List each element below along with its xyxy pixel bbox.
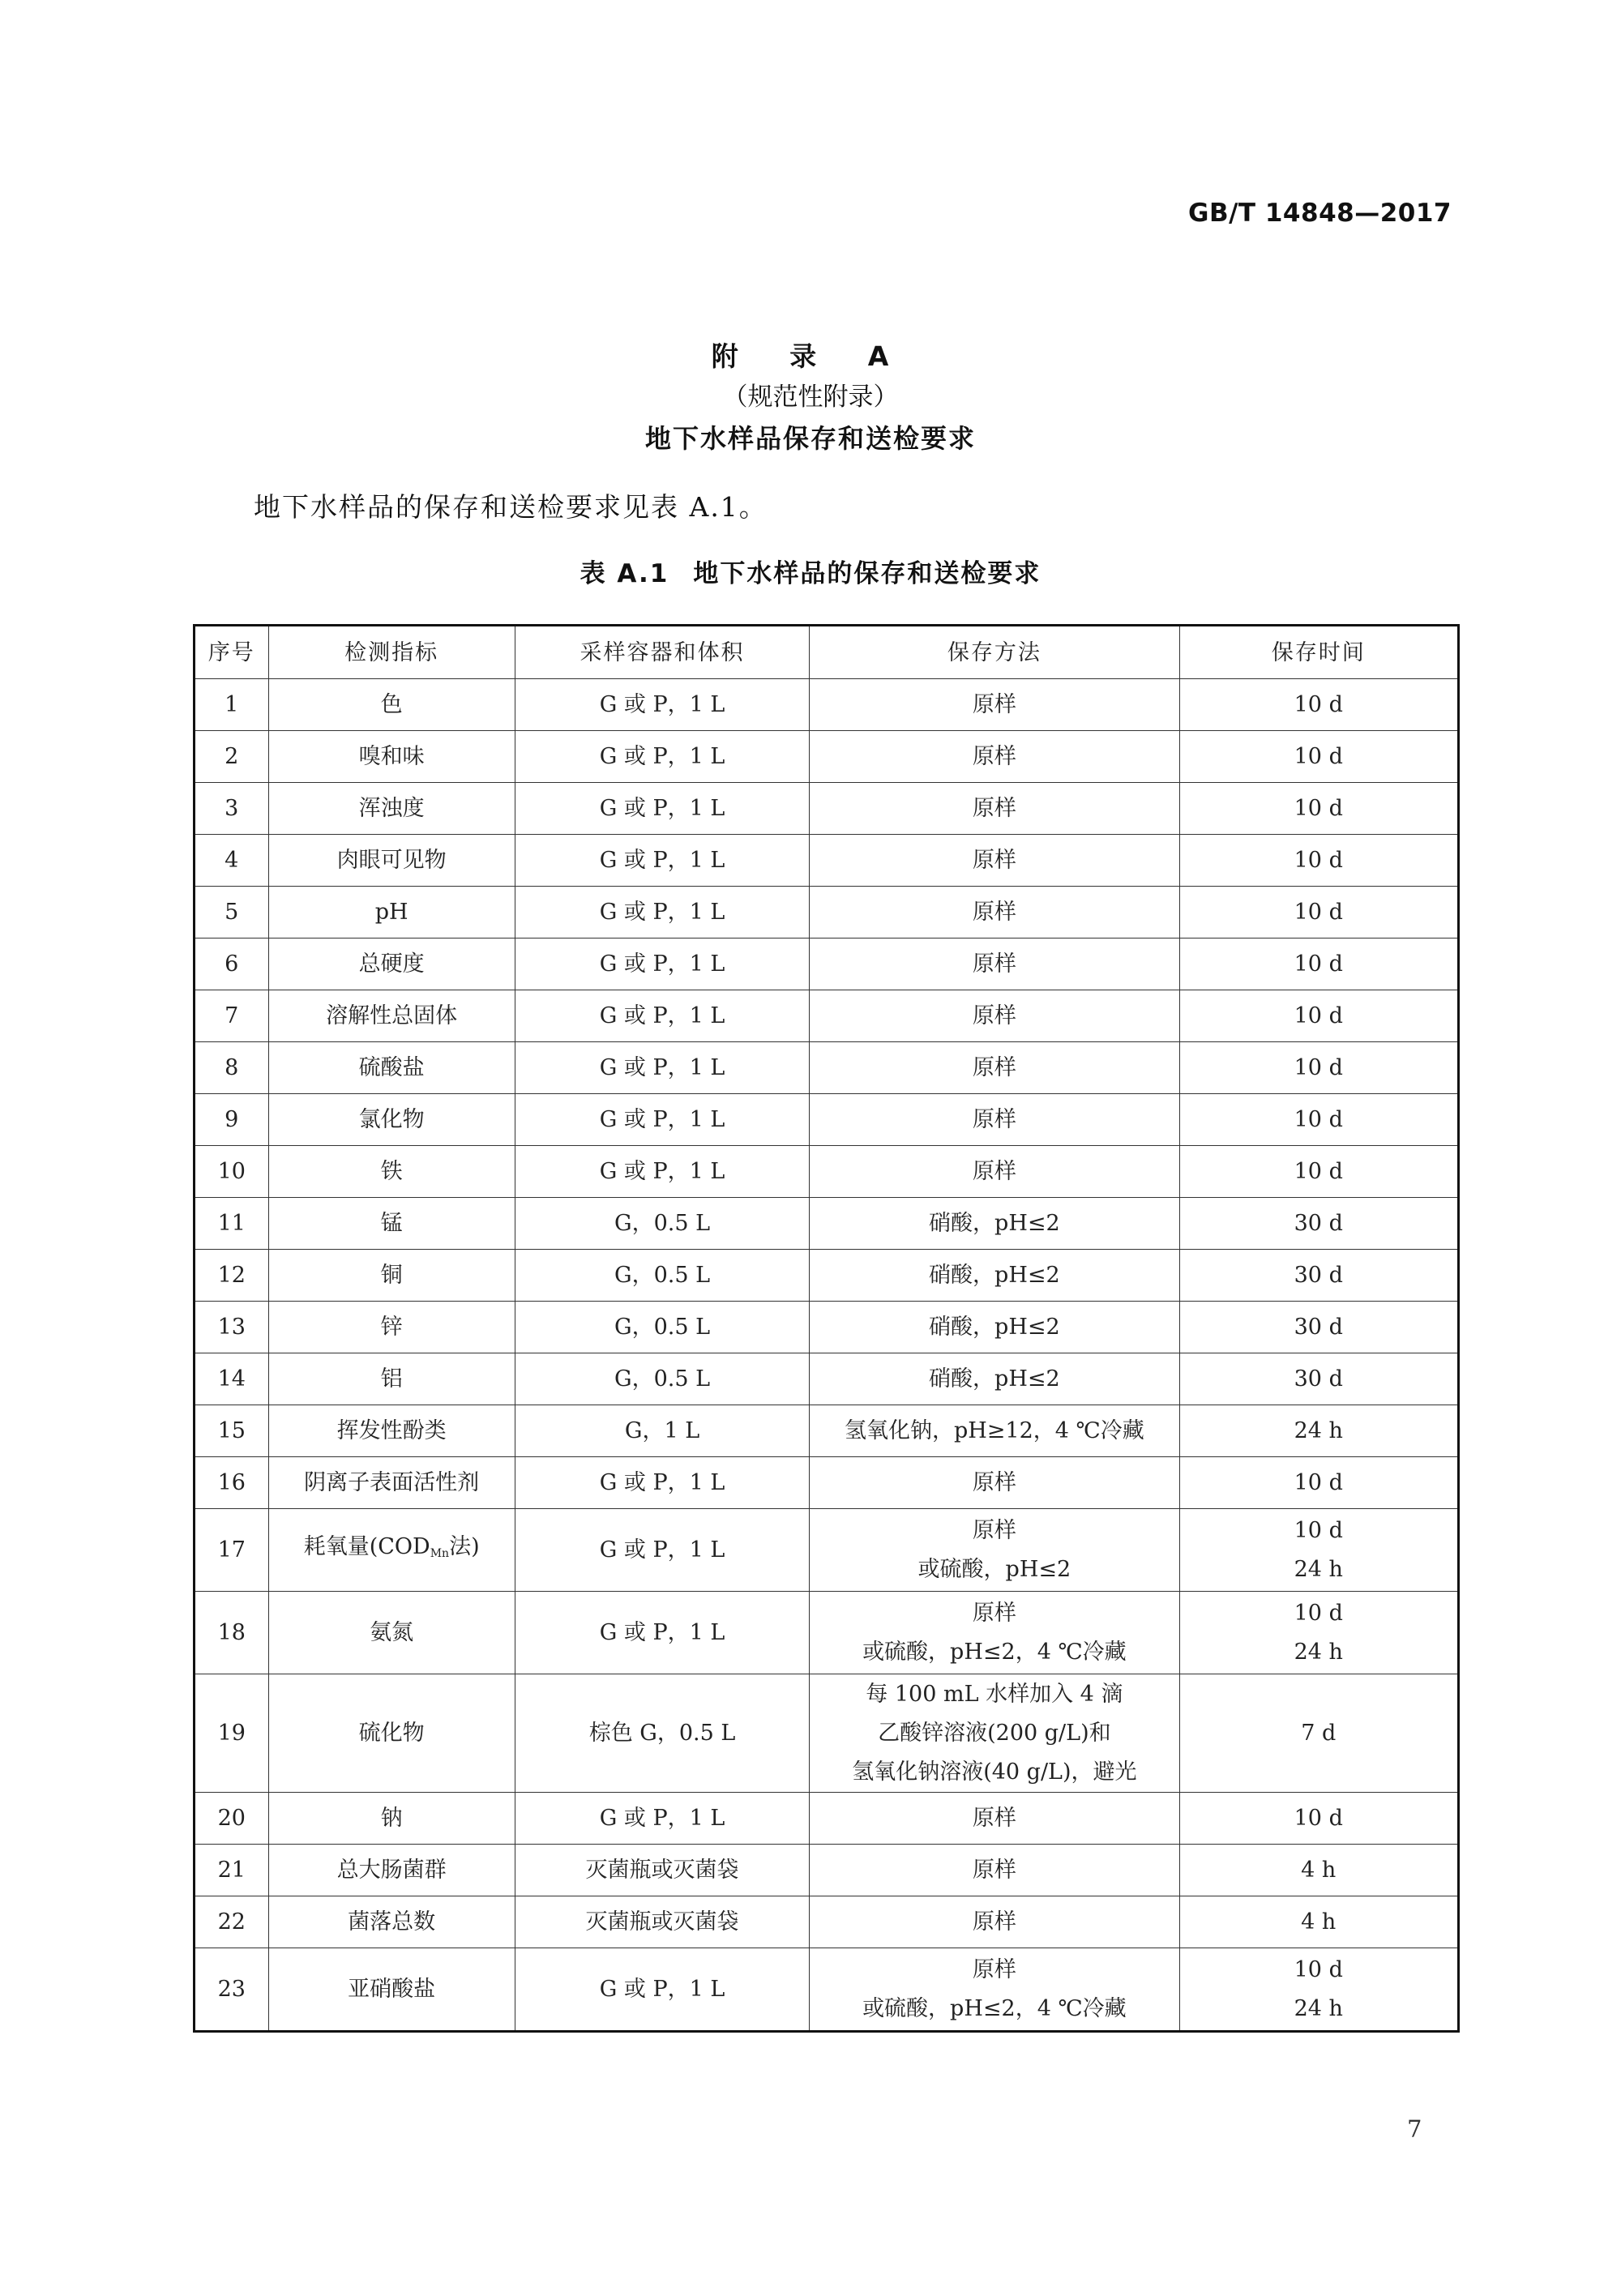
cell-container: G 或 P，1 L bbox=[515, 1793, 809, 1845]
time-line: 24 h bbox=[1294, 1418, 1343, 1443]
cell-time bbox=[1179, 731, 1459, 783]
cell-method bbox=[810, 1592, 1179, 1674]
cell-no: 4 bbox=[195, 835, 269, 887]
table-row bbox=[195, 1948, 1459, 2032]
table-row bbox=[195, 1042, 1459, 1094]
table-row bbox=[195, 1353, 1459, 1405]
time-line: 10 d bbox=[1294, 1107, 1343, 1132]
cell-no: 3 bbox=[195, 783, 269, 835]
cell-container: G 或 P，1 L bbox=[515, 1094, 809, 1146]
cell-item: 总硬度 bbox=[268, 938, 515, 990]
table-header-row bbox=[195, 626, 1459, 679]
cell-method bbox=[810, 1457, 1179, 1509]
item-text: 耗氧量(COD bbox=[303, 1533, 430, 1559]
method-line: 原样 bbox=[972, 1055, 1016, 1080]
method-line: 硝酸，pH≤2 bbox=[929, 1366, 1060, 1392]
time-line: 24 h bbox=[1294, 1639, 1343, 1665]
table-number: 表 A.1 bbox=[580, 559, 669, 588]
cell-container: G 或 P，1 L bbox=[515, 990, 809, 1042]
cell-no: 2 bbox=[195, 731, 269, 783]
cell-time bbox=[1179, 887, 1459, 938]
cell-container: G 或 P，1 L bbox=[515, 1457, 809, 1509]
cell-no: 11 bbox=[195, 1198, 269, 1250]
cell-time bbox=[1179, 1094, 1459, 1146]
cell-container: G 或 P，1 L bbox=[515, 679, 809, 731]
method-line: 氢氧化钠，pH≥12，4 ℃冷藏 bbox=[844, 1418, 1144, 1443]
cell-time bbox=[1179, 1353, 1459, 1405]
table-row bbox=[195, 1845, 1459, 1896]
time-line: 30 d bbox=[1294, 1211, 1343, 1236]
cell-time bbox=[1179, 1198, 1459, 1250]
cell-item: 钠 bbox=[268, 1793, 515, 1845]
cell-time bbox=[1179, 679, 1459, 731]
cell-container: G 或 P，1 L bbox=[515, 938, 809, 990]
cell-item: 挥发性酚类 bbox=[268, 1405, 515, 1457]
method-line: 原样 bbox=[972, 900, 1016, 925]
cell-item: pH bbox=[268, 887, 515, 938]
cell-method bbox=[810, 1302, 1179, 1353]
cell-no: 10 bbox=[195, 1146, 269, 1198]
cell-method bbox=[810, 1405, 1179, 1457]
cell-container: G，0.5 L bbox=[515, 1353, 809, 1405]
cell-no: 19 bbox=[195, 1674, 269, 1793]
method-line: 原样 bbox=[972, 848, 1016, 873]
table-caption bbox=[0, 553, 1621, 589]
cell-item: 阴离子表面活性剂 bbox=[268, 1457, 515, 1509]
header-item: 检测指标 bbox=[268, 626, 515, 679]
table-row bbox=[195, 783, 1459, 835]
header-no: 序号 bbox=[195, 626, 269, 679]
cell-time bbox=[1179, 1457, 1459, 1509]
table-row bbox=[195, 887, 1459, 938]
table-row bbox=[195, 731, 1459, 783]
cell-time bbox=[1179, 835, 1459, 887]
time-line: 10 d bbox=[1294, 1600, 1343, 1626]
time-line: 10 d bbox=[1294, 1517, 1343, 1543]
appendix-heading bbox=[0, 336, 1621, 460]
table-row bbox=[195, 1302, 1459, 1353]
cell-method bbox=[810, 990, 1179, 1042]
cell-item: 总大肠菌群 bbox=[268, 1845, 515, 1896]
cell-time bbox=[1179, 1405, 1459, 1457]
table-row bbox=[195, 1509, 1459, 1592]
time-line: 4 h bbox=[1301, 1858, 1337, 1883]
time-line: 10 d bbox=[1294, 744, 1343, 769]
cell-item: 硫化物 bbox=[268, 1674, 515, 1793]
time-line: 10 d bbox=[1294, 951, 1343, 977]
cell-item: 硫酸盐 bbox=[268, 1042, 515, 1094]
time-line: 10 d bbox=[1294, 1159, 1343, 1184]
table-row bbox=[195, 990, 1459, 1042]
table-row bbox=[195, 938, 1459, 990]
cell-no: 16 bbox=[195, 1457, 269, 1509]
standard-code: GB/T 14848—2017 bbox=[1188, 199, 1452, 228]
cell-time bbox=[1179, 1896, 1459, 1948]
cell-method bbox=[810, 1948, 1179, 2032]
cell-item: 溶解性总固体 bbox=[268, 990, 515, 1042]
method-line: 原样 bbox=[972, 1956, 1016, 1982]
method-line: 原样 bbox=[972, 744, 1016, 769]
cell-no: 21 bbox=[195, 1845, 269, 1896]
cell-container: G，1 L bbox=[515, 1405, 809, 1457]
method-line: 氢氧化钠溶液(40 g/L)，避光 bbox=[852, 1759, 1137, 1785]
cell-container: G 或 P，1 L bbox=[515, 1042, 809, 1094]
preservation-table bbox=[193, 624, 1460, 2033]
cell-no: 18 bbox=[195, 1592, 269, 1674]
cell-container: G，0.5 L bbox=[515, 1198, 809, 1250]
cell-container: G 或 P，1 L bbox=[515, 731, 809, 783]
table-row bbox=[195, 1146, 1459, 1198]
header-container: 采样容器和体积 bbox=[515, 626, 809, 679]
cell-container: 灭菌瓶或灭菌袋 bbox=[515, 1845, 809, 1896]
cell-method bbox=[810, 1146, 1179, 1198]
cell-item: 铜 bbox=[268, 1250, 515, 1302]
time-line: 24 h bbox=[1294, 1556, 1343, 1582]
time-line: 10 d bbox=[1294, 692, 1343, 717]
cell-time bbox=[1179, 990, 1459, 1042]
item-text-tail: 法) bbox=[449, 1533, 480, 1559]
cell-container: G 或 P，1 L bbox=[515, 1948, 809, 2032]
cell-no: 5 bbox=[195, 887, 269, 938]
table-row bbox=[195, 1674, 1459, 1793]
cell-method bbox=[810, 938, 1179, 990]
method-line: 原样 bbox=[972, 1909, 1016, 1935]
table-title: 地下水样品的保存和送检要求 bbox=[693, 559, 1041, 588]
cell-time bbox=[1179, 938, 1459, 990]
cell-container: G 或 P，1 L bbox=[515, 1146, 809, 1198]
time-line: 24 h bbox=[1294, 1995, 1343, 2021]
cell-time bbox=[1179, 1146, 1459, 1198]
cell-container: G，0.5 L bbox=[515, 1302, 809, 1353]
time-line: 10 d bbox=[1294, 900, 1343, 925]
cell-method bbox=[810, 783, 1179, 835]
cell-time bbox=[1179, 1592, 1459, 1674]
table-row bbox=[195, 1250, 1459, 1302]
method-line: 原样 bbox=[972, 796, 1016, 821]
header-method: 保存方法 bbox=[810, 626, 1179, 679]
cell-method bbox=[810, 731, 1179, 783]
cell-time bbox=[1179, 1845, 1459, 1896]
table-row bbox=[195, 1896, 1459, 1948]
cell-item: 铁 bbox=[268, 1146, 515, 1198]
table-row bbox=[195, 1457, 1459, 1509]
time-line: 10 d bbox=[1294, 848, 1343, 873]
cell-item: 锰 bbox=[268, 1198, 515, 1250]
cell-item: 色 bbox=[268, 679, 515, 731]
time-line: 4 h bbox=[1301, 1909, 1337, 1935]
cell-method bbox=[810, 1042, 1179, 1094]
appendix-label: 附 录 A bbox=[711, 340, 910, 372]
method-line: 硝酸，pH≤2 bbox=[929, 1263, 1060, 1288]
time-line: 10 d bbox=[1294, 1956, 1343, 1982]
cell-no: 13 bbox=[195, 1302, 269, 1353]
time-line: 10 d bbox=[1294, 1806, 1343, 1831]
time-line: 10 d bbox=[1294, 796, 1343, 821]
method-line: 原样 bbox=[972, 1858, 1016, 1883]
cell-time bbox=[1179, 1948, 1459, 2032]
method-line: 原样 bbox=[972, 1600, 1016, 1626]
cell-no: 1 bbox=[195, 679, 269, 731]
time-line: 7 d bbox=[1301, 1720, 1337, 1746]
cell-no: 8 bbox=[195, 1042, 269, 1094]
method-line: 原样 bbox=[972, 692, 1016, 717]
table-row bbox=[195, 1793, 1459, 1845]
method-line: 原样 bbox=[972, 1159, 1016, 1184]
appendix-title: 地下水样品保存和送检要求 bbox=[644, 423, 976, 454]
cell-no: 17 bbox=[195, 1509, 269, 1592]
cell-method bbox=[810, 1793, 1179, 1845]
method-line: 或硫酸，pH≤2，4 ℃冷藏 bbox=[862, 1995, 1127, 2021]
table-row bbox=[195, 835, 1459, 887]
cell-item: 菌落总数 bbox=[268, 1896, 515, 1948]
method-line: 每 100 mL 水样加入 4 滴 bbox=[866, 1681, 1123, 1707]
method-line: 硝酸，pH≤2 bbox=[929, 1315, 1060, 1340]
cell-no: 12 bbox=[195, 1250, 269, 1302]
method-line: 原样 bbox=[972, 1003, 1016, 1028]
cell-container: 棕色 G，0.5 L bbox=[515, 1674, 809, 1793]
time-line: 10 d bbox=[1294, 1055, 1343, 1080]
cell-container: G 或 P，1 L bbox=[515, 887, 809, 938]
method-line: 或硫酸，pH≤2 bbox=[917, 1556, 1071, 1582]
time-line: 30 d bbox=[1294, 1366, 1343, 1392]
cell-time bbox=[1179, 1793, 1459, 1845]
cell-container: G 或 P，1 L bbox=[515, 783, 809, 835]
cell-item: 嗅和味 bbox=[268, 731, 515, 783]
method-line: 硝酸，pH≤2 bbox=[929, 1211, 1060, 1236]
cell-no: 23 bbox=[195, 1948, 269, 2032]
cell-no: 20 bbox=[195, 1793, 269, 1845]
method-line: 乙酸锌溶液(200 g/L)和 bbox=[878, 1720, 1111, 1746]
cell-item: 锌 bbox=[268, 1302, 515, 1353]
method-line: 原样 bbox=[972, 1517, 1016, 1543]
time-line: 10 d bbox=[1294, 1003, 1343, 1028]
cell-container: G 或 P，1 L bbox=[515, 1592, 809, 1674]
cell-no: 14 bbox=[195, 1353, 269, 1405]
cell-container: G 或 P，1 L bbox=[515, 835, 809, 887]
cell-time bbox=[1179, 1250, 1459, 1302]
cell-method bbox=[810, 1896, 1179, 1948]
method-line: 或硫酸，pH≤2，4 ℃冷藏 bbox=[862, 1639, 1127, 1665]
cell-container: G，0.5 L bbox=[515, 1250, 809, 1302]
cell-time bbox=[1179, 783, 1459, 835]
cell-no: 9 bbox=[195, 1094, 269, 1146]
method-line: 原样 bbox=[972, 951, 1016, 977]
cell-time bbox=[1179, 1302, 1459, 1353]
table-row bbox=[195, 1198, 1459, 1250]
time-line: 30 d bbox=[1294, 1315, 1343, 1340]
table-row bbox=[195, 1592, 1459, 1674]
cell-time bbox=[1179, 1674, 1459, 1793]
cell-method bbox=[810, 1250, 1179, 1302]
cell-no: 7 bbox=[195, 990, 269, 1042]
cell-method bbox=[810, 1509, 1179, 1592]
cell-method bbox=[810, 1353, 1179, 1405]
method-line: 原样 bbox=[972, 1107, 1016, 1132]
cell-method bbox=[810, 679, 1179, 731]
cell-method bbox=[810, 1674, 1179, 1793]
table-row bbox=[195, 679, 1459, 731]
table-row bbox=[195, 1405, 1459, 1457]
cell-item: 氯化物 bbox=[268, 1094, 515, 1146]
method-line: 原样 bbox=[972, 1470, 1016, 1495]
cell-container: 灭菌瓶或灭菌袋 bbox=[515, 1896, 809, 1948]
time-line: 10 d bbox=[1294, 1470, 1343, 1495]
table-row bbox=[195, 1094, 1459, 1146]
cell-no: 6 bbox=[195, 938, 269, 990]
cell-method bbox=[810, 835, 1179, 887]
cell-container: G 或 P，1 L bbox=[515, 1509, 809, 1592]
cell-time bbox=[1179, 1042, 1459, 1094]
time-line: 30 d bbox=[1294, 1263, 1343, 1288]
page-number: 7 bbox=[1407, 2115, 1422, 2143]
cell-method bbox=[810, 1845, 1179, 1896]
header-time: 保存时间 bbox=[1179, 626, 1459, 679]
cell-item: 肉眼可见物 bbox=[268, 835, 515, 887]
cell-item: 浑浊度 bbox=[268, 783, 515, 835]
item-subscript: Mn bbox=[430, 1546, 450, 1560]
cell-item: 铝 bbox=[268, 1353, 515, 1405]
intro-paragraph: 地下水样品的保存和送检要求见表 A.1。 bbox=[254, 491, 768, 523]
cell-item: 氨氮 bbox=[268, 1592, 515, 1674]
cell-item: 亚硝酸盐 bbox=[268, 1948, 515, 2032]
cell-item bbox=[268, 1509, 515, 1592]
cell-method bbox=[810, 887, 1179, 938]
method-line: 原样 bbox=[972, 1806, 1016, 1831]
cell-method bbox=[810, 1094, 1179, 1146]
cell-no: 15 bbox=[195, 1405, 269, 1457]
cell-method bbox=[810, 1198, 1179, 1250]
cell-no: 22 bbox=[195, 1896, 269, 1948]
cell-time bbox=[1179, 1509, 1459, 1592]
appendix-type: （规范性附录） bbox=[722, 383, 899, 412]
